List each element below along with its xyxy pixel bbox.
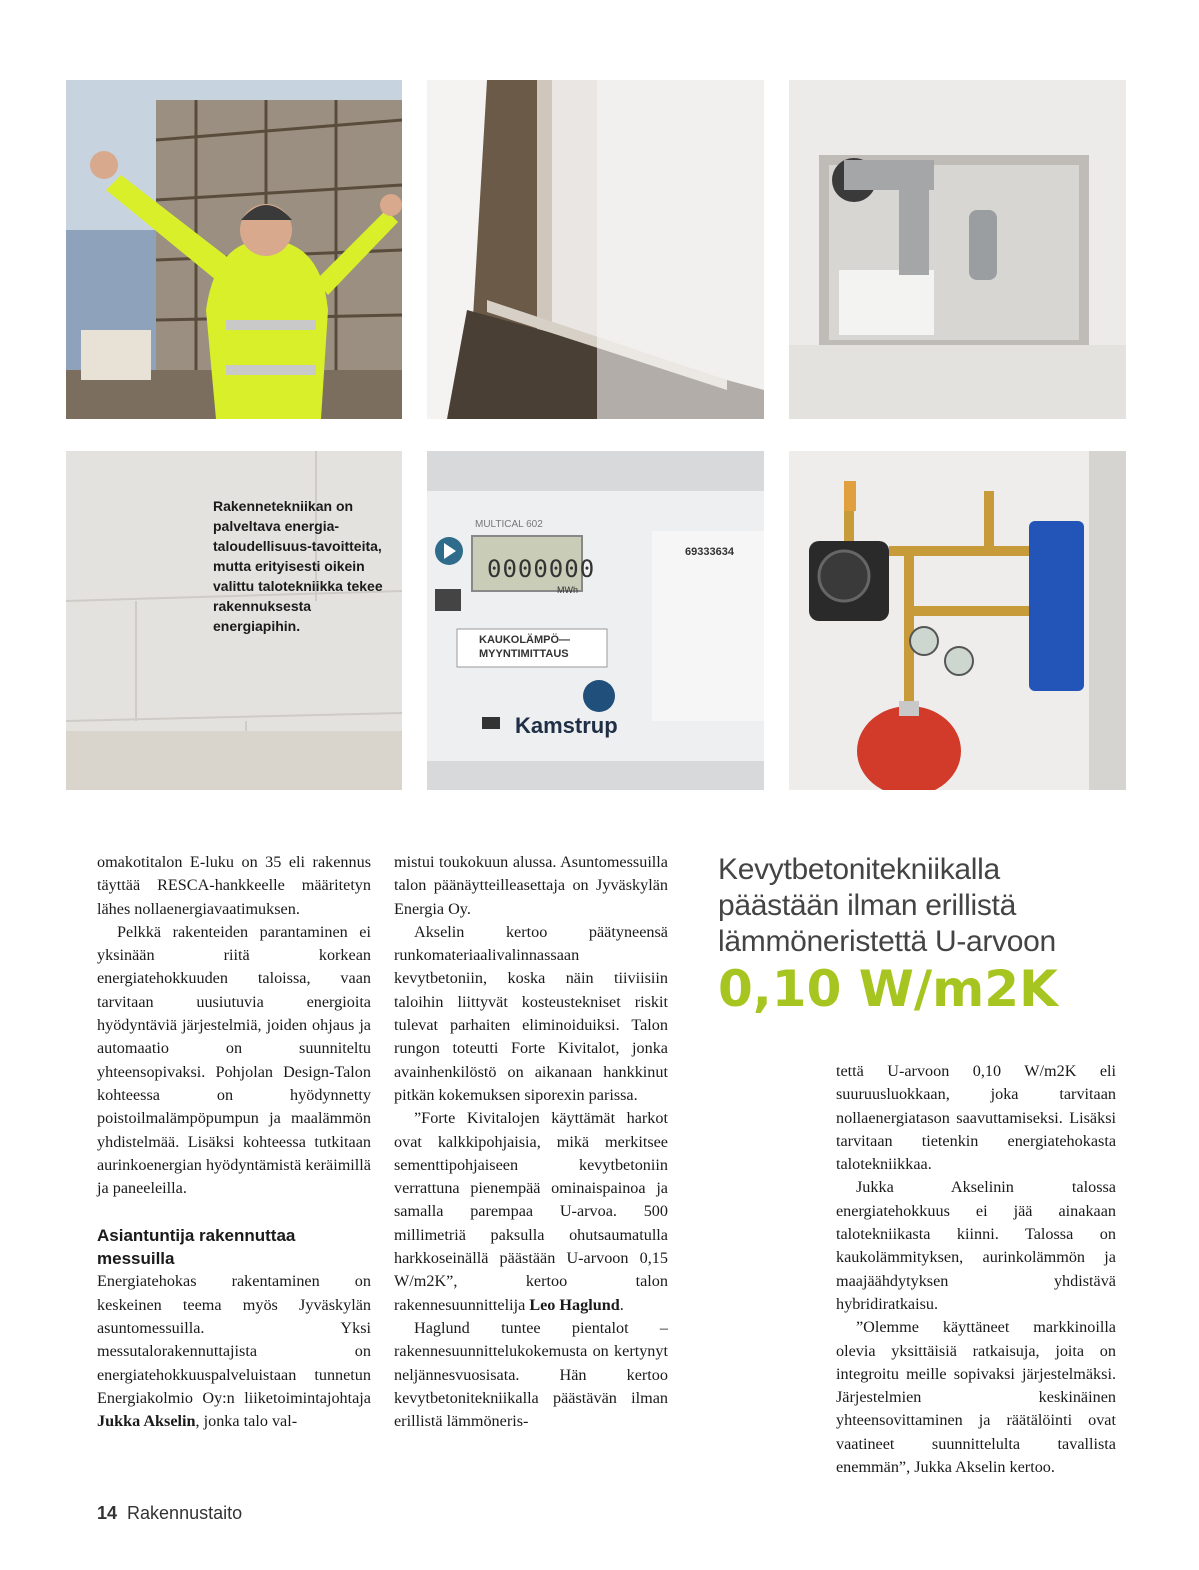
paragraph <box>394 1107 668 1317</box>
article-column-1 <box>97 851 371 1434</box>
paragraph: tettä U-arvoon 0,10 W/m2K eli suuruusluokkaan, joka tarvitaan nollaenergiatason saavuttamiseksi. Lisäksi tarvitaan tietenkin energiatehokasta talotekniikkaa. <box>836 1062 1116 1174</box>
meter-label-line2: MYYNTIMITTAUS <box>479 648 569 660</box>
photo-pump-assembly <box>789 451 1126 790</box>
pull-quote-line: lämmöneristettä U-arvoon <box>718 925 1056 958</box>
paragraph: Pelkkä rakenteiden parantaminen ei yksinään riitä korkean energiatehokkuuden taloissa, vaan tarvitaan uusiutuvia energioita hyödyntäviä järjestelmiä, joiden ohjaus ja automaatio on suunniteltu yhteensopivaksi. Pohjolan Design-Talon kohteessa on hyödynnetty poistoilmalämpöpumpun ja maalämmön yhdistelmää. Lisäksi kohteessa tutkitaan aurinkoenergian hyödyntämistä keräimillä ja paneeleilla. <box>97 922 371 1198</box>
text-run: , jonka talo val- <box>195 1412 298 1431</box>
person-name: Leo Haglund <box>529 1295 620 1314</box>
pull-quote-highlight: 0,10 W/m2K <box>718 960 1058 1018</box>
article-column-3 <box>836 1060 1116 1479</box>
section-subheading: Asiantuntija rakennuttaa messuilla <box>97 1226 296 1269</box>
meter-serial: 69333634 <box>685 546 734 558</box>
paragraph: Jukka Akselinin talossa energiatehokkuus ei jää ainakaan talotekniikasta kiinni. Talossa on kaukolämmityksen, aurinkolämmön ja maajäähdytyksen yhdistävä hybridiratkaisu. <box>836 1178 1116 1313</box>
text-run: ”Forte Kivitalojen käyttämät harkot ovat kalkkipohjaisia, mikä merkitsee sementtipohjaiseen kevytbetoniin verrattuna pienempää ominaispainoa ja samalla parempaa U-arvoa. 500 millimetriä paksulla ohutsaumatulla harkkoseinällä päästään U-arvoon 0,15 W/m2K”, kertoo talon rakennesuunnittelija <box>394 1109 668 1314</box>
text-run: . <box>619 1295 624 1314</box>
meter-unit: MWh <box>557 585 578 595</box>
photo-energy-meter <box>427 451 764 790</box>
text-run: Energiatehokas rakentaminen on keskeinen teema myös Jyväskylän asuntomessuilla. Yksi messutalorakennuttajista on energiatehokkuuspalveluistaan tunnetun Energiakolmio Oy:n liiketoimintajohtaja <box>97 1272 371 1407</box>
page-number: 14 <box>97 1503 118 1523</box>
paragraph <box>97 1270 371 1433</box>
photo-worker <box>66 80 402 419</box>
meter-brand: Kamstrup <box>515 713 618 738</box>
pull-quote-line: päästään ilman erillistä <box>718 889 1016 922</box>
photo-caption: Rakennetekniikan on palveltava energia-taloudellisuus-tavoitteita, mutta erityisesti oikein valittu talotekniikka tekee rakennuksesta energiapihin. <box>213 498 383 634</box>
article-column-2 <box>394 851 668 1433</box>
magazine-name: Rakennustaito <box>127 1503 243 1523</box>
pull-quote <box>718 852 1138 1018</box>
paragraph: Akselin kertoo päätyneensä runkomateriaalivalinnassaan kevytbetoniin, koska näin tiiviisiin taloihin liittyvät kosteustekniset riskit tulevat parhaiten eliminoiduiksi. Talon rungon toteutti Forte Kivitalot, jonka avainhenkilöstö on aikanaan hankkinut pitkän kokemuksen siporexin parissa. <box>394 922 668 1104</box>
paragraph: omakotitalon E-luku on 35 eli rakennus täyttää RESCA-hankkeelle määritetyn lähes nollaenergiavaatimuksen. <box>97 853 371 918</box>
meter-label-line1: KAUKOLÄMPÖ— <box>479 634 571 646</box>
page-footer <box>97 1503 242 1524</box>
paragraph: Haglund tuntee pientalot – rakennesuunnittelukokemusta on kertynyt neljännesvuosisata. Hän kertoo kevytbetonitekniikalla päästävän ilman erillistä lämmöneris- <box>394 1318 668 1431</box>
photo-window <box>427 80 764 419</box>
meter-display: 0000000 <box>487 555 596 583</box>
meter-model: MULTICAL 602 <box>475 519 543 530</box>
photo-ventilation <box>789 80 1126 419</box>
person-name: Jukka Akselin <box>97 1412 196 1431</box>
paragraph: ”Olemme käyttäneet markkinoilla olevia yksittäisiä ratkaisuja, joita on integroitu meille sopivaksi järjestelmäksi. Järjestelmien keskinäinen yhteensovittaminen ja räätälöinti ovat vaatineet suunnittelulta tavallista enemmän”, Jukka Akselin kertoo. <box>836 1318 1116 1477</box>
pull-quote-line: Kevytbetonitekniikalla <box>718 853 1000 886</box>
paragraph: mistui toukokuun alussa. Asuntomessuilla talon päänäytteilleasettaja on Jyväskylän Energia Oy. <box>394 853 668 918</box>
